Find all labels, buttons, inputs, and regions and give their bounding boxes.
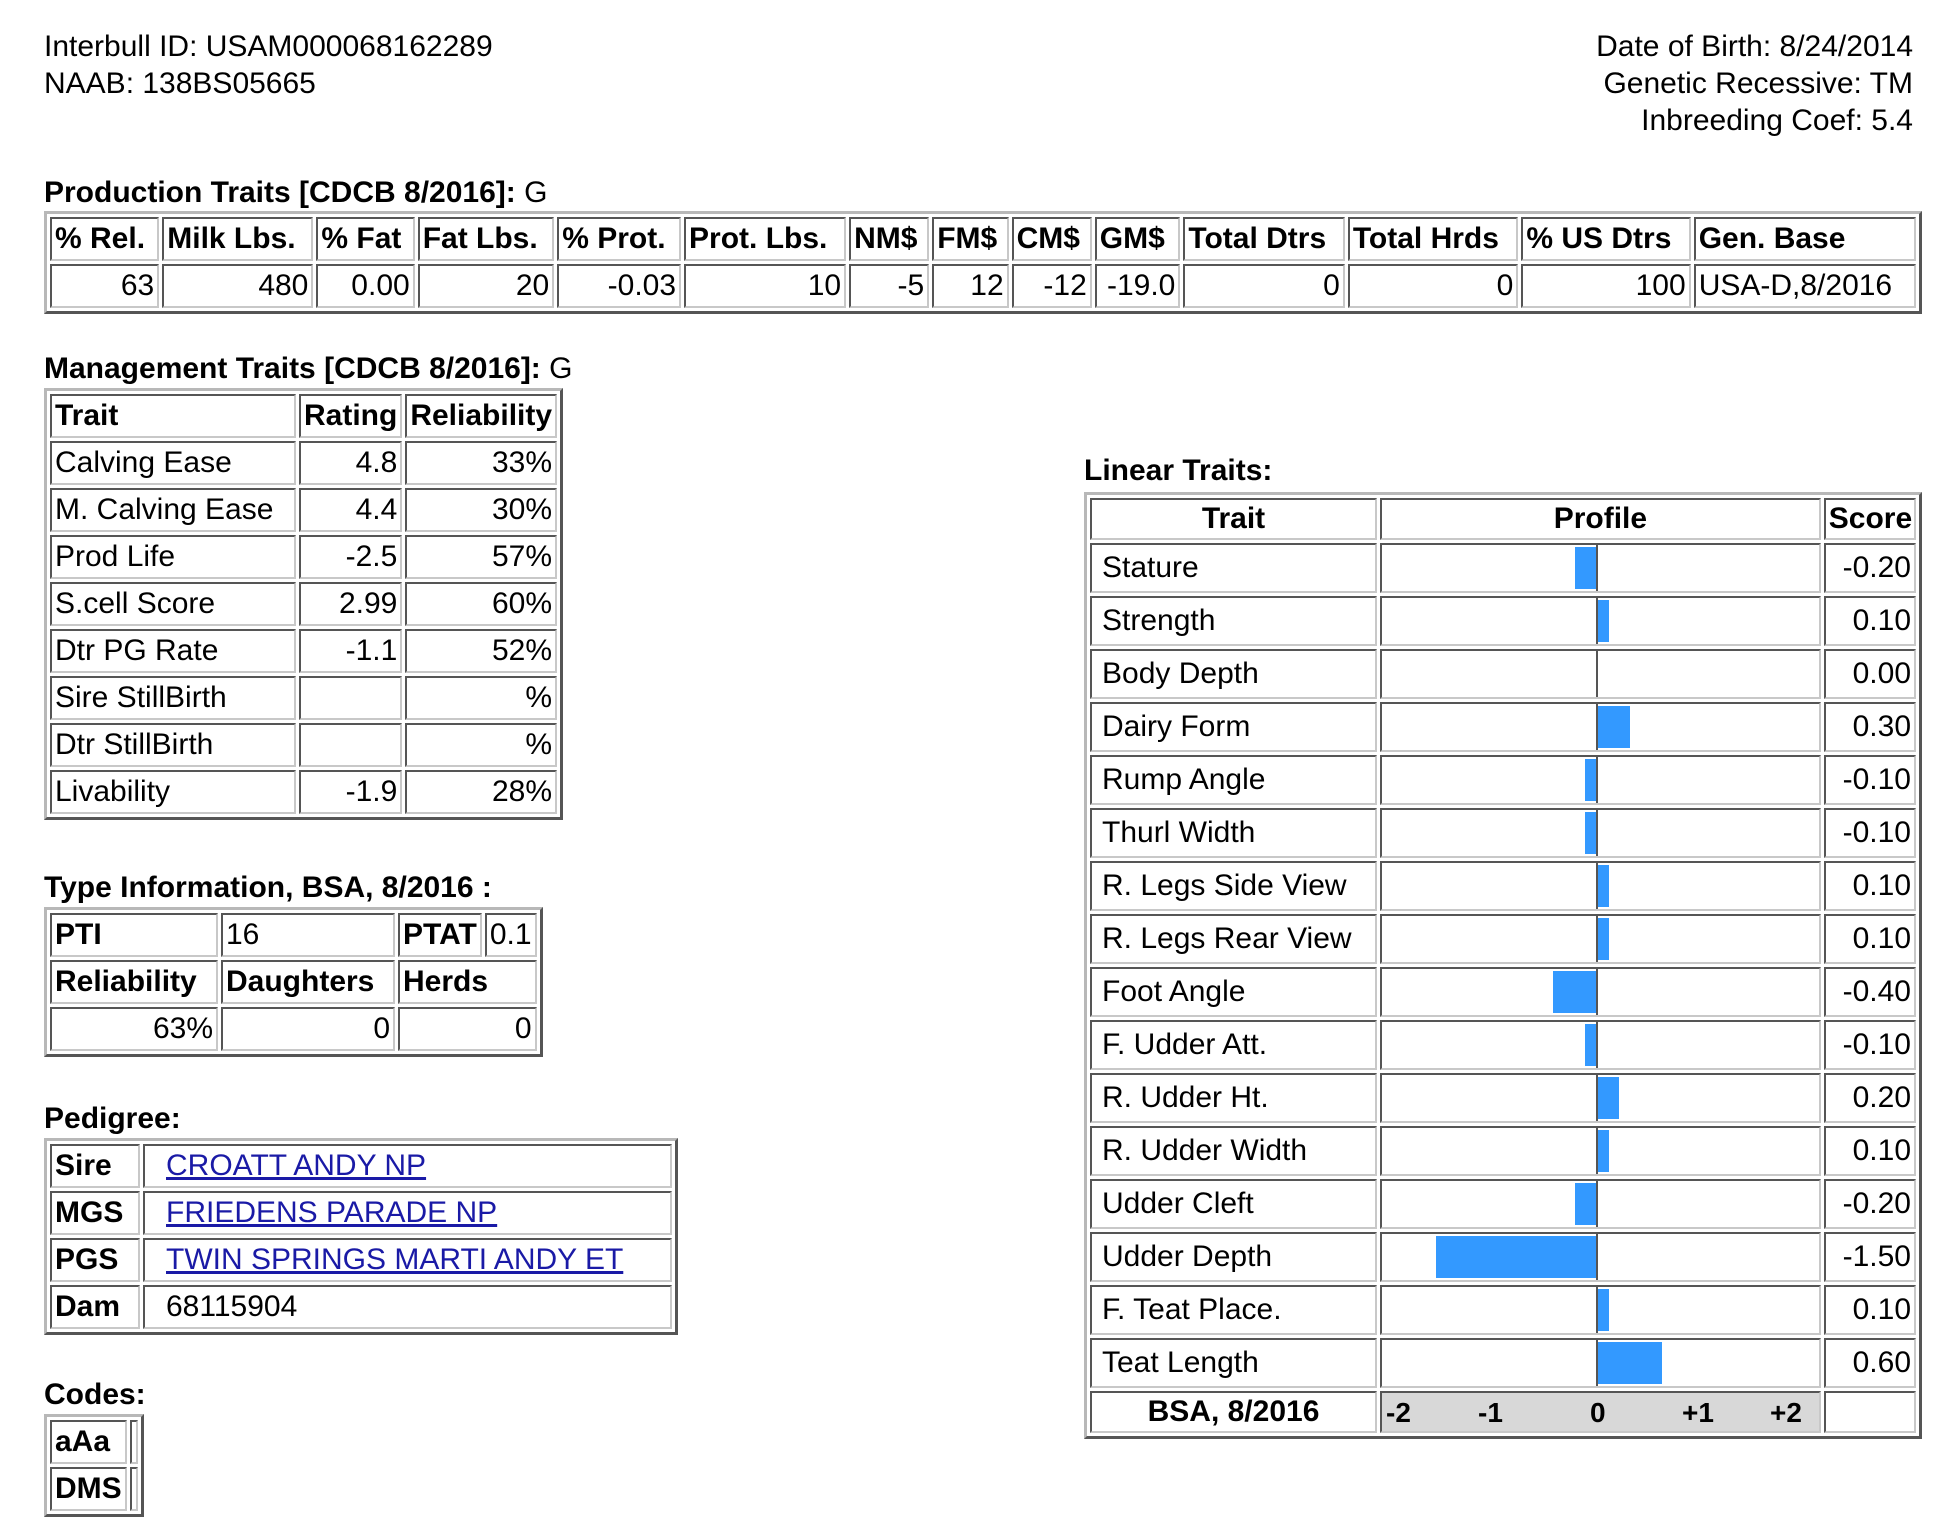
scale-tick-label: 0 — [1590, 1397, 1606, 1428]
code-item: DMS — [50, 1467, 127, 1511]
type-info-header-row — [50, 960, 537, 1004]
mgmt-reliability: 33% — [405, 441, 557, 485]
linear-header-profile: Profile — [1380, 498, 1821, 540]
profile-cell — [1380, 1232, 1821, 1282]
profile-bar — [1598, 1130, 1609, 1172]
profile-bar — [1598, 865, 1609, 907]
inbreeding-coef: Inbreeding Coef: 5.4 — [1641, 104, 1913, 137]
prod-header: CM$ — [1012, 217, 1092, 261]
prod-value: 480 — [162, 264, 313, 308]
table-row — [1090, 1338, 1916, 1388]
linear-body — [1090, 543, 1916, 1388]
management-header-row — [50, 394, 557, 438]
code-item: aAa — [50, 1420, 127, 1464]
pedigree-row-dam — [50, 1285, 672, 1329]
linear-footer-label: BSA, 8/2016 — [1090, 1391, 1377, 1433]
linear-trait-name: R. Udder Width — [1090, 1126, 1377, 1176]
table-row — [50, 770, 557, 814]
sire-link[interactable]: CROATT ANDY NP — [166, 1149, 427, 1182]
linear-trait-name: Teat Length — [1090, 1338, 1377, 1388]
profile-center-line — [1596, 545, 1598, 591]
profile-center-line — [1596, 1181, 1598, 1227]
linear-footer-empty — [1824, 1391, 1916, 1433]
table-row — [50, 582, 557, 626]
profile-scale — [1380, 1391, 1821, 1433]
mgmt-reliability: 52% — [405, 629, 557, 673]
mgmt-reliability: 28% — [405, 770, 557, 814]
mgmt-reliability: % — [405, 723, 557, 767]
linear-trait-name: Stature — [1090, 543, 1377, 593]
pedigree-label: Sire — [50, 1144, 140, 1188]
scale-tick-label: +2 — [1770, 1397, 1802, 1428]
profile-cell — [1380, 967, 1821, 1017]
profile-bar — [1575, 1183, 1596, 1225]
mgmt-header-reliability: Reliability — [405, 394, 557, 438]
profile-cell — [1380, 1073, 1821, 1123]
table-row — [50, 676, 557, 720]
prod-value: 0 — [1348, 264, 1519, 308]
profile-cell — [1380, 1285, 1821, 1335]
prod-header: Prot. Lbs. — [684, 217, 846, 261]
linear-trait-name: Strength — [1090, 596, 1377, 646]
mgmt-trait: S.cell Score — [50, 582, 296, 626]
prod-value: -5 — [849, 264, 929, 308]
profile-bar — [1585, 812, 1596, 854]
mgmt-reliability: 60% — [405, 582, 557, 626]
prod-header: % Rel. — [50, 217, 159, 261]
pedigree-value-cell — [143, 1238, 672, 1282]
pti-value: 16 — [221, 913, 395, 957]
prod-value: -0.03 — [557, 264, 681, 308]
mgmt-rating: -1.1 — [299, 629, 402, 673]
pti-label: PTI — [50, 913, 218, 957]
type-info-table — [44, 907, 543, 1057]
table-row — [50, 629, 557, 673]
type-header-herds: Herds — [398, 960, 537, 1004]
linear-trait-name: Body Depth — [1090, 649, 1377, 699]
mgmt-rating — [299, 723, 402, 767]
profile-bar — [1598, 1289, 1609, 1331]
table-row — [50, 441, 557, 485]
table-row — [1090, 755, 1916, 805]
profile-cell — [1380, 808, 1821, 858]
codes-row — [50, 1467, 138, 1511]
table-row — [1090, 543, 1916, 593]
ptat-label: PTAT — [398, 913, 482, 957]
table-row — [1090, 1179, 1916, 1229]
profile-cell — [1380, 861, 1821, 911]
scale-tick-label: +1 — [1682, 1397, 1714, 1428]
mgmt-reliability: 30% — [405, 488, 557, 532]
prod-value: 0 — [1183, 264, 1344, 308]
linear-trait-name: Rump Angle — [1090, 755, 1377, 805]
table-row — [1090, 1232, 1916, 1282]
date-of-birth: Date of Birth: 8/24/2014 — [1596, 30, 1913, 63]
profile-center-line — [1596, 810, 1598, 856]
prod-header: % Fat — [316, 217, 414, 261]
linear-trait-name: Foot Angle — [1090, 967, 1377, 1017]
linear-score: 0.10 — [1824, 1285, 1916, 1335]
mgmt-rating — [299, 676, 402, 720]
pedigree-label: Dam — [50, 1285, 140, 1329]
profile-cell — [1380, 914, 1821, 964]
pedigree-table — [44, 1138, 678, 1335]
mgmt-trait: Livability — [50, 770, 296, 814]
type-info-value-row — [50, 1007, 537, 1051]
production-table — [44, 211, 1922, 314]
profile-center-line — [1596, 651, 1598, 697]
table-row — [1090, 1126, 1916, 1176]
pedigree-value-cell — [143, 1191, 672, 1235]
management-title: Management Traits [CDCB 8/2016]: G — [44, 352, 573, 385]
prod-header: Total Dtrs — [1183, 217, 1344, 261]
profile-bar — [1598, 1342, 1662, 1384]
profile-bar — [1598, 600, 1609, 642]
profile-cell — [1380, 543, 1821, 593]
type-reliability: 63% — [50, 1007, 218, 1051]
linear-title: Linear Traits: — [1084, 454, 1273, 487]
table-row — [1090, 914, 1916, 964]
table-row — [1090, 1073, 1916, 1123]
table-row — [1090, 861, 1916, 911]
profile-cell — [1380, 1020, 1821, 1070]
prod-header: NM$ — [849, 217, 929, 261]
linear-trait-name: R. Legs Side View — [1090, 861, 1377, 911]
prod-value: 0.00 — [316, 264, 414, 308]
production-header-row — [50, 217, 1916, 261]
prod-header: % US Dtrs — [1521, 217, 1690, 261]
profile-cell — [1380, 1179, 1821, 1229]
mgmt-rating: 4.8 — [299, 441, 402, 485]
profile-center-line — [1596, 969, 1598, 1015]
prod-header: Gen. Base — [1694, 217, 1916, 261]
linear-score: -0.10 — [1824, 808, 1916, 858]
pedigree-row-mgs — [50, 1191, 672, 1235]
prod-header: FM$ — [932, 217, 1008, 261]
prod-value: 20 — [418, 264, 555, 308]
profile-cell — [1380, 649, 1821, 699]
mgmt-reliability: % — [405, 676, 557, 720]
linear-score: 0.10 — [1824, 914, 1916, 964]
interbull-id: Interbull ID: USAM000068162289 — [44, 30, 493, 63]
dam-id: 68115904 — [166, 1290, 298, 1323]
linear-trait-name: Udder Depth — [1090, 1232, 1377, 1282]
linear-score: -0.20 — [1824, 543, 1916, 593]
linear-trait-name: Thurl Width — [1090, 808, 1377, 858]
profile-bar — [1598, 1077, 1619, 1119]
profile-center-line — [1596, 757, 1598, 803]
prod-value: -12 — [1012, 264, 1092, 308]
profile-cell — [1380, 755, 1821, 805]
table-row — [1090, 1020, 1916, 1070]
prod-header: GM$ — [1095, 217, 1181, 261]
type-daughters: 0 — [221, 1007, 395, 1051]
mgmt-trait: Sire StillBirth — [50, 676, 296, 720]
prod-header: Fat Lbs. — [418, 217, 555, 261]
mgmt-header-rating: Rating — [299, 394, 402, 438]
table-row — [1090, 808, 1916, 858]
linear-trait-name: R. Legs Rear View — [1090, 914, 1377, 964]
codes-title: Codes: — [44, 1378, 146, 1411]
linear-header-trait: Trait — [1090, 498, 1377, 540]
table-row — [1090, 596, 1916, 646]
pedigree-label: PGS — [50, 1238, 140, 1282]
codes-row — [50, 1420, 138, 1464]
profile-center-line — [1596, 1022, 1598, 1068]
management-table — [44, 388, 563, 820]
profile-cell — [1380, 1338, 1821, 1388]
profile-center-line — [1596, 1234, 1598, 1280]
mgmt-trait: Prod Life — [50, 535, 296, 579]
pedigree-value-cell — [143, 1144, 672, 1188]
table-row — [1090, 1285, 1916, 1335]
prod-value: USA-D,8/2016 — [1694, 264, 1916, 308]
profile-bar — [1598, 918, 1609, 960]
type-header-daughters: Daughters — [221, 960, 395, 1004]
mgmt-rating: 2.99 — [299, 582, 402, 626]
linear-score: -0.40 — [1824, 967, 1916, 1017]
pedigree-label: MGS — [50, 1191, 140, 1235]
type-info-title: Type Information, BSA, 8/2016 : — [44, 871, 492, 904]
prod-header: Total Hrds — [1348, 217, 1519, 261]
pedigree-row-pgs — [50, 1238, 672, 1282]
linear-score: -0.10 — [1824, 1020, 1916, 1070]
naab-code: NAAB: 138BS05665 — [44, 67, 316, 100]
linear-trait-name: F. Udder Att. — [1090, 1020, 1377, 1070]
linear-trait-name: R. Udder Ht. — [1090, 1073, 1377, 1123]
type-herds: 0 — [398, 1007, 537, 1051]
prod-header: % Prot. — [557, 217, 681, 261]
code-spacer — [130, 1467, 138, 1511]
profile-bar — [1598, 706, 1630, 748]
pedigree-title: Pedigree: — [44, 1102, 181, 1135]
prod-value: 100 — [1521, 264, 1690, 308]
mgmt-trait: M. Calving Ease — [50, 488, 296, 532]
profile-cell — [1380, 702, 1821, 752]
pedigree-row-sire — [50, 1144, 672, 1188]
profile-cell — [1380, 1126, 1821, 1176]
linear-score: 0.30 — [1824, 702, 1916, 752]
linear-header-score: Score — [1824, 498, 1916, 540]
linear-trait-name: F. Teat Place. — [1090, 1285, 1377, 1335]
linear-score: 0.10 — [1824, 596, 1916, 646]
mgmt-rating: 4.4 — [299, 488, 402, 532]
profile-cell — [1380, 596, 1821, 646]
type-info-row — [50, 913, 537, 957]
linear-score: 0.60 — [1824, 1338, 1916, 1388]
prod-value: -19.0 — [1095, 264, 1181, 308]
profile-bar — [1585, 759, 1596, 801]
ptat-value: 0.1 — [485, 913, 537, 957]
linear-footer-row — [1090, 1391, 1916, 1433]
table-row — [1090, 649, 1916, 699]
profile-bar — [1553, 971, 1596, 1013]
production-title: Production Traits [CDCB 8/2016]: G — [44, 176, 548, 209]
linear-score: -0.20 — [1824, 1179, 1916, 1229]
genetic-recessive: Genetic Recessive: TM — [1603, 67, 1913, 100]
prod-value: 12 — [932, 264, 1008, 308]
pgs-link[interactable]: TWIN SPRINGS MARTI ANDY ET — [166, 1243, 624, 1276]
prod-header: Milk Lbs. — [162, 217, 313, 261]
code-spacer — [130, 1420, 138, 1464]
table-row — [50, 535, 557, 579]
mgmt-trait: Dtr StillBirth — [50, 723, 296, 767]
pedigree-value-cell — [143, 1285, 672, 1329]
table-row — [50, 488, 557, 532]
mgmt-trait: Dtr PG Rate — [50, 629, 296, 673]
linear-header-row — [1090, 498, 1916, 540]
linear-trait-name: Dairy Form — [1090, 702, 1377, 752]
table-row — [50, 723, 557, 767]
mgmt-reliability: 57% — [405, 535, 557, 579]
scale-tick-label: -2 — [1386, 1397, 1411, 1428]
mgs-link[interactable]: FRIEDENS PARADE NP — [166, 1196, 498, 1229]
profile-bar — [1575, 547, 1596, 589]
table-row — [1090, 967, 1916, 1017]
mgmt-rating: -2.5 — [299, 535, 402, 579]
linear-score: 0.10 — [1824, 861, 1916, 911]
linear-score: -1.50 — [1824, 1232, 1916, 1282]
linear-traits-table — [1084, 492, 1922, 1439]
table-row — [1090, 702, 1916, 752]
mgmt-trait: Calving Ease — [50, 441, 296, 485]
linear-score: 0.10 — [1824, 1126, 1916, 1176]
codes-table — [44, 1414, 144, 1517]
profile-bar — [1436, 1236, 1597, 1278]
profile-bar — [1585, 1024, 1596, 1066]
mgmt-rating: -1.9 — [299, 770, 402, 814]
mgmt-header-trait: Trait — [50, 394, 296, 438]
linear-score: -0.10 — [1824, 755, 1916, 805]
linear-trait-name: Udder Cleft — [1090, 1179, 1377, 1229]
production-value-row — [50, 264, 1916, 308]
prod-value: 10 — [684, 264, 846, 308]
scale-tick-label: -1 — [1478, 1397, 1503, 1428]
linear-score: 0.00 — [1824, 649, 1916, 699]
prod-value: 63 — [50, 264, 159, 308]
linear-score: 0.20 — [1824, 1073, 1916, 1123]
type-header-reliability: Reliability — [50, 960, 218, 1004]
